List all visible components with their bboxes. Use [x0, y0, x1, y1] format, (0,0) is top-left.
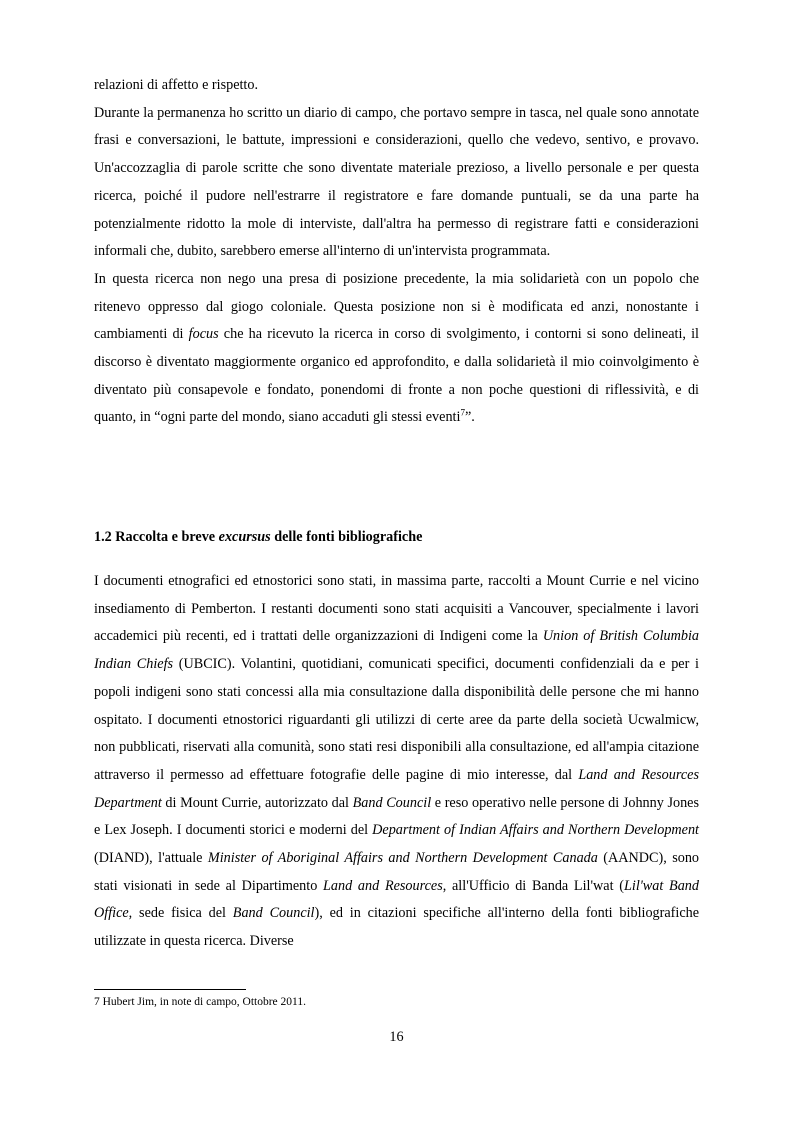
italic-term: Department of Indian Affairs and Northern Development — [372, 822, 699, 839]
footnote-reference[interactable]: 7 — [460, 407, 465, 418]
italic-term: Band Council — [352, 794, 432, 811]
italic-term: Land and Resources Department — [94, 766, 699, 811]
text-run: (UBCIC). Volantini, quotidiani, comunicati specifici, documenti confidenziali da e per i popoli indigeni sono stati concessi alla mia consultazione dalla disponibilità delle persone che mi hanno ospitato. I documenti etnostorici riguardanti gli utilizzi di certe aree da parte della società Ucwalmicw, non pubblicati, riservati alla comunità, sono stati resi disponibili alla consultazione, ed all'ampia citazione attraverso il permesso ad effettuare fotografie delle pagine di mio interesse, dal — [94, 656, 699, 783]
page-number: 16 — [389, 1029, 404, 1045]
italic-term: Land and Resources — [323, 877, 443, 894]
body-text-bottom — [94, 568, 699, 956]
heading-italic: excursus — [218, 529, 271, 545]
italic-term: Lil'wat Band Office — [94, 877, 699, 922]
paragraph-1: relazioni di affetto e rispetto. — [94, 77, 259, 93]
footnote-divider — [94, 989, 246, 990]
text-run: ), ed in citazioni specifiche all'interno della fonti bibliografiche utilizzate in questa ricerca. Diverse — [94, 905, 700, 950]
text-run: che ha ricevuto la ricerca in corso di svolgimento, i contorni si sono delineati, il discorso è diventato maggiormente organico ed approfondito, e dalla solidarietà il mio coinvolgimento è diventato più consapevole e fondato, ponendomi di fronte a non poche questioni di riflessività, e di quanto, in “ogni parte del mondo, siano accaduti gli stessi eventi — [94, 326, 699, 426]
section-heading — [94, 524, 422, 551]
italic-term: Band Council — [232, 905, 315, 922]
text-run: (AANDC), sono stati visionati in sede al Dipartimento — [94, 850, 700, 894]
heading-part: 1.2 Raccolta e breve — [94, 529, 219, 545]
text-run: In questa ricerca non nego una presa di posizione precedente, la mia solidarietà con un popolo che ritenevo oppresso dal giogo coloniale. Questa posizione non si è modificata ed anzi, nonostante i cambiamenti di — [94, 270, 699, 343]
paragraph-4 — [94, 568, 699, 956]
footnote-7: 7 Hubert Jim, in note di campo, Ottobre 2011. — [94, 996, 306, 1008]
text-run: I documenti etnografici ed etnostorici sono stati, in massima parte, raccolti a Mount Currie e nel vicino insediamento di Pemberton. I restanti documenti sono stati acquisiti a Vancouver, specialmente i lavori accademici più recenti, ed i trattati delle organizzazioni di Indigeni come la — [94, 573, 699, 645]
paragraph-3 — [94, 266, 699, 432]
italic-term: Minister of Aboriginal Affairs and Northern Development Canada — [207, 850, 598, 867]
text-run: , all'Ufficio di Banda Lil'wat ( — [442, 877, 624, 894]
italic-term: Union of British Columbia Indian Chiefs — [94, 628, 699, 673]
body-text-top — [94, 72, 699, 432]
heading-part: delle fonti bibliografiche — [270, 529, 423, 545]
text-run: ”. — [464, 409, 475, 426]
italic-term: focus — [188, 326, 219, 343]
text-run: di Mount Currie, autorizzato dal — [161, 794, 353, 811]
text-run: (DIAND), l'attuale — [94, 850, 208, 867]
text-run: , sede fisica del — [128, 905, 233, 922]
text-run: e reso operativo nelle persone di Johnny Jones e Lex Joseph. I documenti storici e moderni del — [94, 794, 699, 839]
paragraph-2: Durante la permanenza ho scritto un diario di campo, che portavo sempre in tasca, nel quale sono annotate frasi e conversazioni, le battute, impressioni e considerazioni, quello che vedevo, sentivo, e provavo. Un'accozzaglia di parole scritte che sono diventate materiale prezioso, a livello personale e per questa ricerca, poiché il pudore nell'estrarre il registratore e fare domande puntuali, se da una parte ha potenzialmente ridotto la mole di interviste, dall'altra ha permesso di registrare fatti e considerazioni informali che, dubito, sarebbero emerse all'interno di un'intervista programmata. — [94, 104, 699, 260]
